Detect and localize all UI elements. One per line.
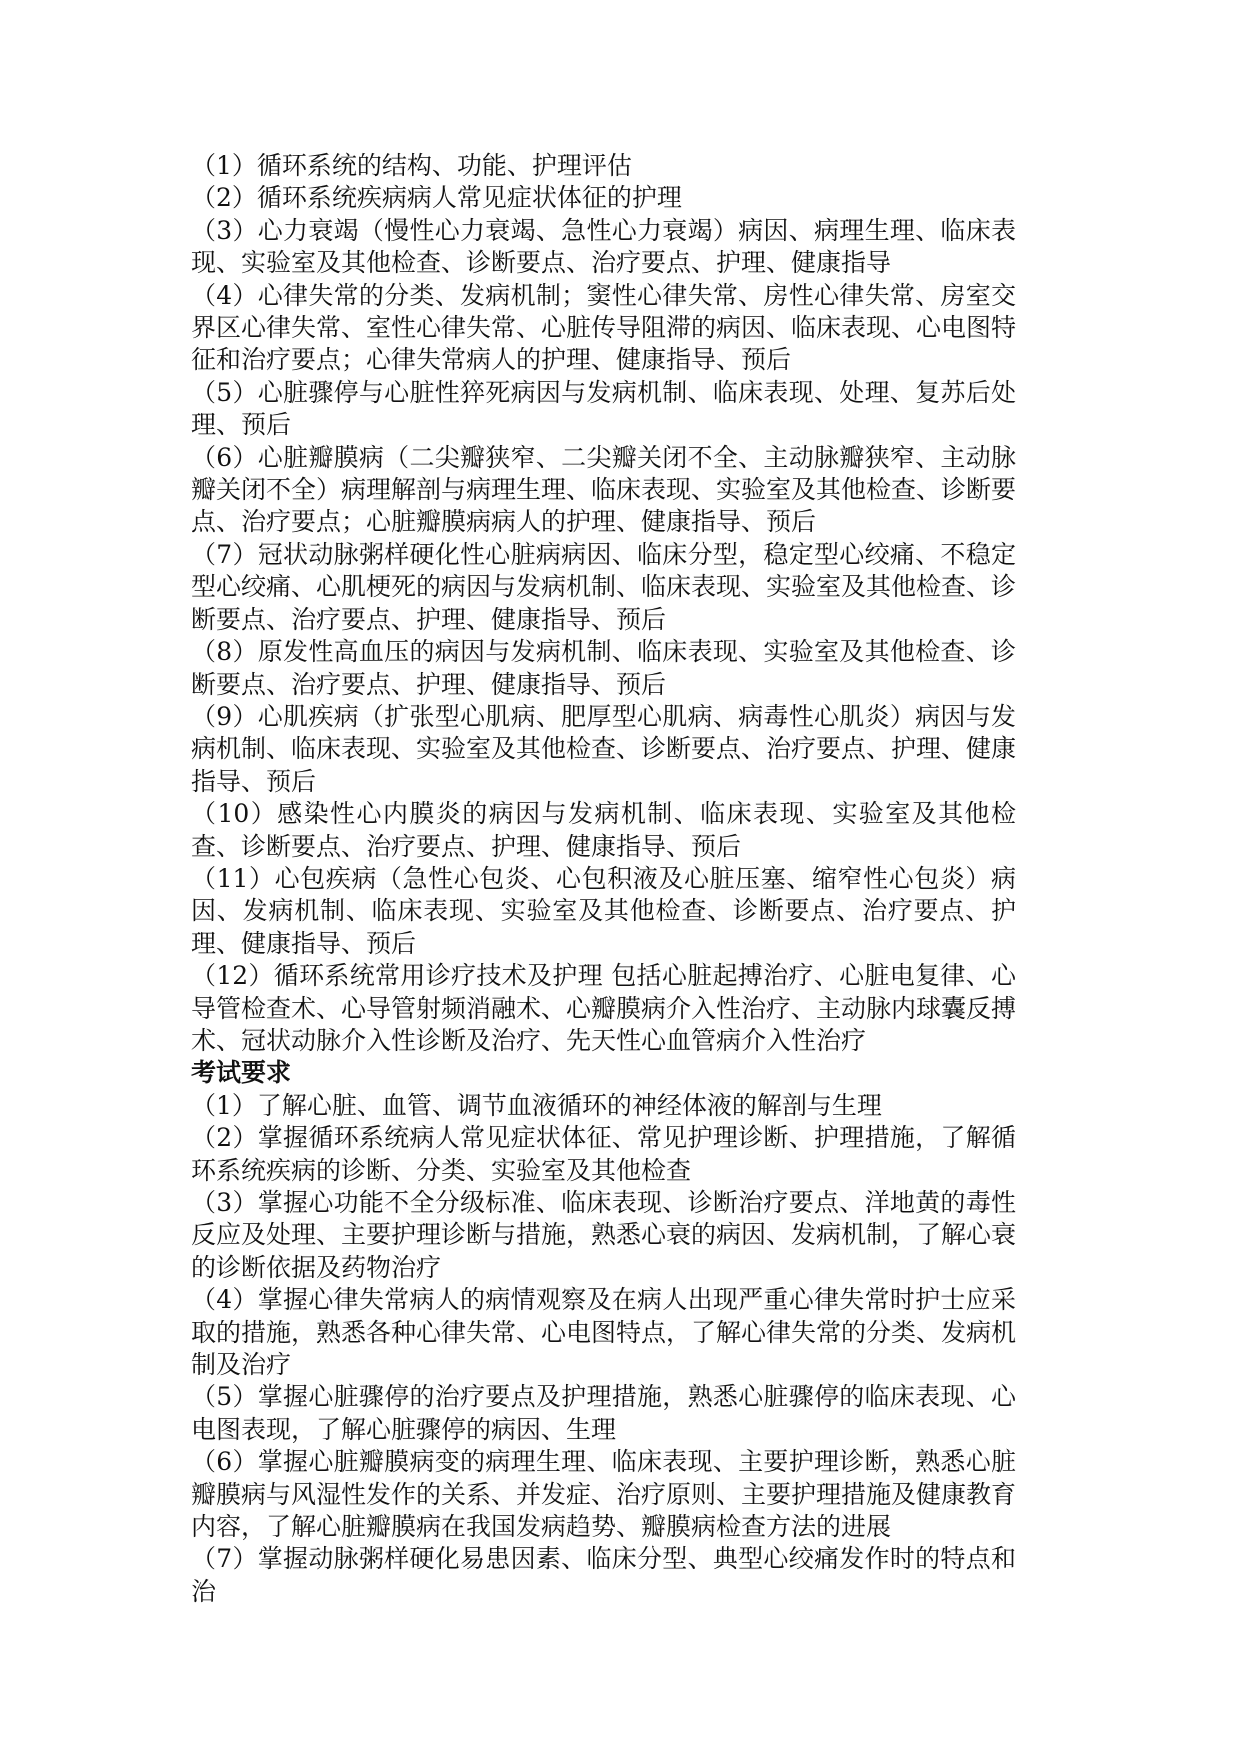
item-9: （9）心肌疾病（扩张型心肌病、肥厚型心肌病、病毒性心肌炎）病因与发病机制、临床表现、实验室及其他检查、诊断要点、治疗要点、护理、健康指导、预后: [191, 701, 1017, 796]
requirement-3: （3）掌握心功能不全分级标准、临床表现、诊断治疗要点、洋地黄的毒性反应及处理、主要护理诊断与措施，熟悉心衰的病因、发病机制，了解心衰的诊断依据及药物治疗: [191, 1188, 1017, 1282]
item-2: （2）循环系统疾病病人常见症状体征的护理: [191, 183, 682, 213]
item-5: （5）心脏骤停与心脏性猝死病因与发病机制、临床表现、处理、复苏后处理、预后: [191, 377, 1016, 440]
item-12: （12）循环系统常用诊疗技术及护理 包括心脏起搏治疗、心脏电复律、心导管检查术、心导管射频消融术、心瓣膜病介入性治疗、主动脉内球囊反搏术、冠状动脉介入性诊断及治疗、先天性心血管病介入性治疗: [191, 961, 1017, 1055]
item-7: （7）冠状动脉粥样硬化性心脏病病因、临床分型，稳定型心绞痛、不稳定型心绞痛、心肌梗死的病因与发病机制、临床表现、实验室及其他检查、诊断要点、治疗要点、护理、健康指导、预后: [191, 539, 1017, 634]
requirement-2: （2）掌握循环系统病人常见症状体征、常见护理诊断、护理措施，了解循环系统疾病的诊断、分类、实验室及其他检查: [191, 1123, 1016, 1185]
item-10: （10）感染性心内膜炎的病因与发病机制、临床表现、实验室及其他检查、诊断要点、治疗要点、护理、健康指导、预后: [191, 799, 1016, 861]
document-page: [191, 150, 1016, 1608]
item-8: （8）原发性高血压的病因与发病机制、临床表现、实验室及其他检查、诊断要点、治疗要点、护理、健康指导、预后: [191, 637, 1016, 699]
requirement-5: （5）掌握心脏骤停的治疗要点及护理措施，熟悉心脏骤停的临床表现、心电图表现，了解心脏骤停的病因、生理: [191, 1382, 1016, 1444]
section-heading: 考试要求: [191, 1058, 292, 1088]
item-3: （3）心力衰竭（慢性心力衰竭、急性心力衰竭）病因、病理生理、临床表现、实验室及其他检查、诊断要点、治疗要点、护理、健康指导: [191, 215, 1016, 278]
item-11: （11）心包疾病（急性心包炎、心包积液及心脏压塞、缩窄性心包炎）病因、发病机制、临床表现、实验室及其他检查、诊断要点、治疗要点、护理、健康指导、预后: [191, 863, 1016, 958]
requirement-1: （1）了解心脏、血管、调节血液循环的神经体液的解剖与生理: [191, 1090, 882, 1120]
requirement-7: （7）掌握动脉粥样硬化易患因素、临床分型、典型心绞痛发作时的特点和治: [191, 1544, 1016, 1606]
item-4: （4）心律失常的分类、发病机制；窦性心律失常、房性心律失常、房室交界区心律失常、室性心律失常、心脏传导阻滞的病因、临床表现、心电图特征和治疗要点；心律失常病人的护理、健康指导、预后: [191, 280, 1017, 375]
item-1: （1）循环系统的结构、功能、护理评估: [191, 151, 632, 180]
requirement-4: （4）掌握心律失常病人的病情观察及在病人出现严重心律失常时护士应采取的措施，熟悉各种心律失常、心电图特点，了解心律失常的分类、发病机制及治疗: [191, 1285, 1017, 1380]
requirement-6: （6）掌握心脏瓣膜病变的病理生理、临床表现、主要护理诊断，熟悉心脏瓣膜病与风湿性发作的关系、并发症、治疗原则、主要护理措施及健康教育内容，了解心脏瓣膜病在我国发病趋势、瓣膜病检查方法的进展: [191, 1447, 1017, 1542]
item-6: （6）心脏瓣膜病（二尖瓣狭窄、二尖瓣关闭不全、主动脉瓣狭窄、主动脉瓣关闭不全）病理解剖与病理生理、临床表现、实验室及其他检查、诊断要点、治疗要点；心脏瓣膜病病人的护理、健康指导、预后: [191, 442, 1017, 537]
